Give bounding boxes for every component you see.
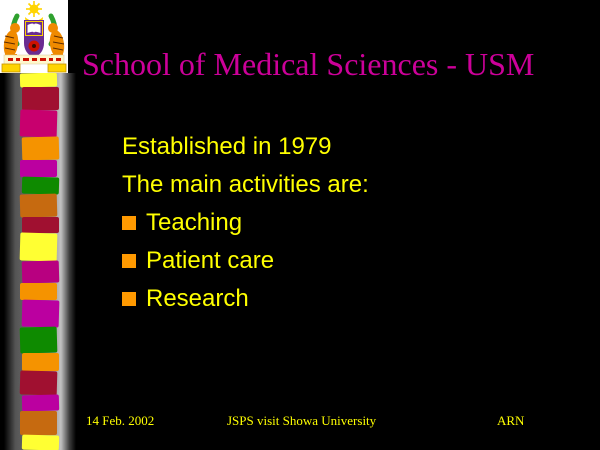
strip-block xyxy=(20,411,57,435)
square-bullet-icon xyxy=(122,292,136,306)
bullet-item-patient-care xyxy=(122,242,369,280)
strip-block xyxy=(22,300,60,328)
footer-date: 14 Feb. 2002 xyxy=(86,413,155,428)
strip-block xyxy=(20,160,57,177)
bullet-item-teaching xyxy=(122,204,369,242)
book-shield-icon xyxy=(24,20,44,37)
footer-author-initials: ARN xyxy=(497,413,525,428)
strip-block xyxy=(20,194,58,218)
bullet-item-label: Research xyxy=(146,285,249,312)
strip-block xyxy=(22,217,59,233)
footer-event-title: JSPS visit Showa University xyxy=(227,413,377,428)
body-line-activities xyxy=(122,166,369,204)
square-bullet-icon xyxy=(122,254,136,268)
motto-banner-icon xyxy=(4,55,64,64)
bullet-item-research xyxy=(122,280,369,318)
usm-crest-svg xyxy=(0,0,68,73)
square-bullet-icon xyxy=(122,216,136,230)
strip-block xyxy=(20,283,57,300)
strip-block xyxy=(20,327,58,354)
strip-block xyxy=(22,260,60,283)
bullet-item-label: Patient care xyxy=(146,247,275,274)
body-line-text: The main activities are: xyxy=(122,171,369,198)
strip-block xyxy=(22,435,59,450)
strip-block xyxy=(22,177,59,195)
body-line-established xyxy=(122,128,369,166)
decorative-strip-bar xyxy=(4,73,76,450)
scroll-right-icon xyxy=(48,64,66,72)
bullet-item-label: Teaching xyxy=(146,209,243,236)
strip-block xyxy=(20,232,58,261)
slide-body xyxy=(122,128,369,318)
body-line-text: Established in 1979 xyxy=(122,133,332,160)
strip-block xyxy=(22,136,60,160)
strip-block xyxy=(22,394,59,411)
slide-title: School of Medical Sciences - USM xyxy=(82,46,535,82)
scroll-left-icon xyxy=(2,64,20,72)
strip-block xyxy=(20,370,58,395)
decorative-strip-blocks xyxy=(21,73,58,450)
strip-block xyxy=(22,87,59,110)
usm-crest-logo xyxy=(0,0,68,73)
strip-block xyxy=(20,109,58,137)
strip-block xyxy=(22,353,59,371)
strip-block xyxy=(20,73,57,88)
